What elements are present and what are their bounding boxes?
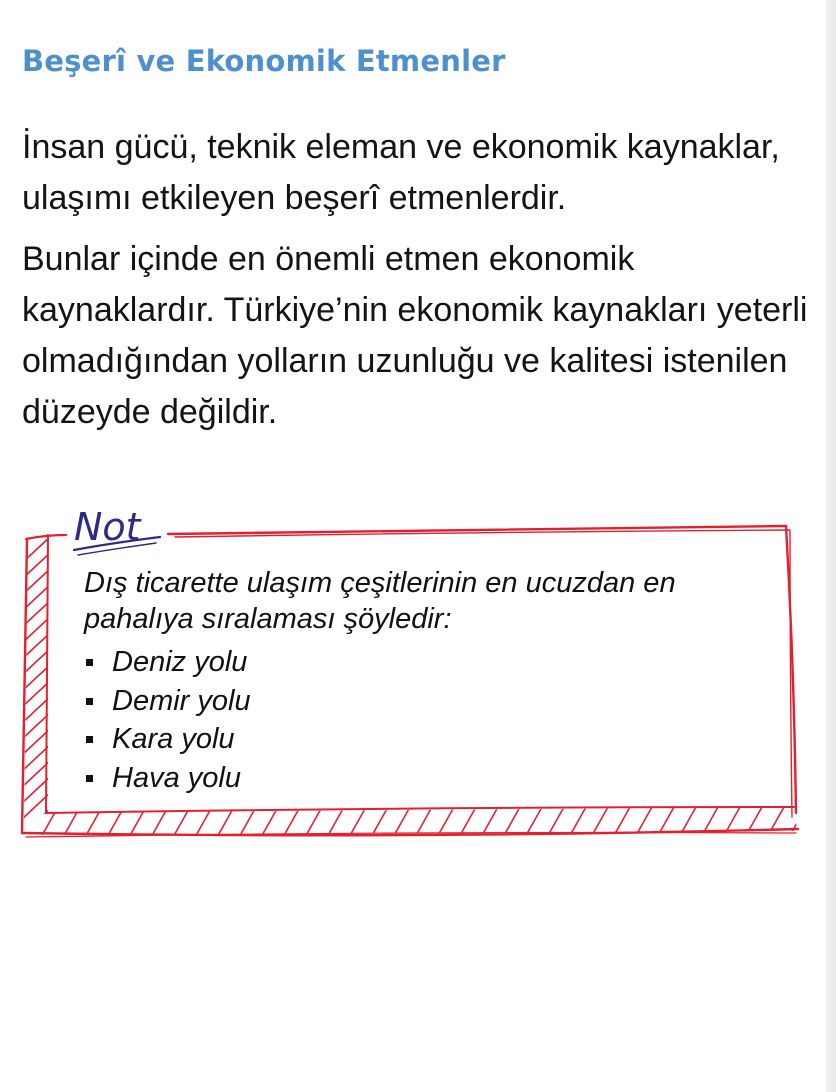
list-item bbox=[84, 720, 251, 759]
section-title: Beşerî ve Ekonomik Etmenler bbox=[22, 44, 506, 79]
list-item-text: Deniz yolu bbox=[112, 646, 248, 678]
list-item bbox=[84, 643, 251, 682]
bullet-icon bbox=[86, 698, 93, 705]
bullet-icon bbox=[86, 736, 93, 743]
bullet-icon bbox=[86, 659, 93, 666]
list-item-text: Demir yolu bbox=[112, 684, 251, 717]
list-item bbox=[84, 759, 251, 798]
note-label: Not bbox=[74, 505, 141, 549]
note-box bbox=[0, 495, 836, 855]
list-item-text: Kara yolu bbox=[112, 723, 235, 755]
note-list bbox=[84, 643, 251, 797]
note-intro: Dış ticarette ulaşım çeşitlerinin en ucuzdan en pahalıya sıralaması şöyledir: bbox=[84, 567, 676, 635]
paragraph-economic-resources: Bunlar içinde en önemli etmen ekonomik kaynaklardır. Türkiye’nin ekonomik kaynakları yeterli olmadığından yolların uzunluğu ve kalitesi istenilen düzeyde değildir. bbox=[22, 240, 808, 431]
list-item bbox=[84, 682, 251, 721]
paragraph-human-factors: İnsan gücü, teknik eleman ve ekonomik kaynaklar, ulaşımı etkileyen beşerî etmenlerdir. bbox=[22, 128, 780, 217]
bullet-icon bbox=[86, 775, 93, 782]
list-item-text: Hava yolu bbox=[112, 761, 241, 794]
